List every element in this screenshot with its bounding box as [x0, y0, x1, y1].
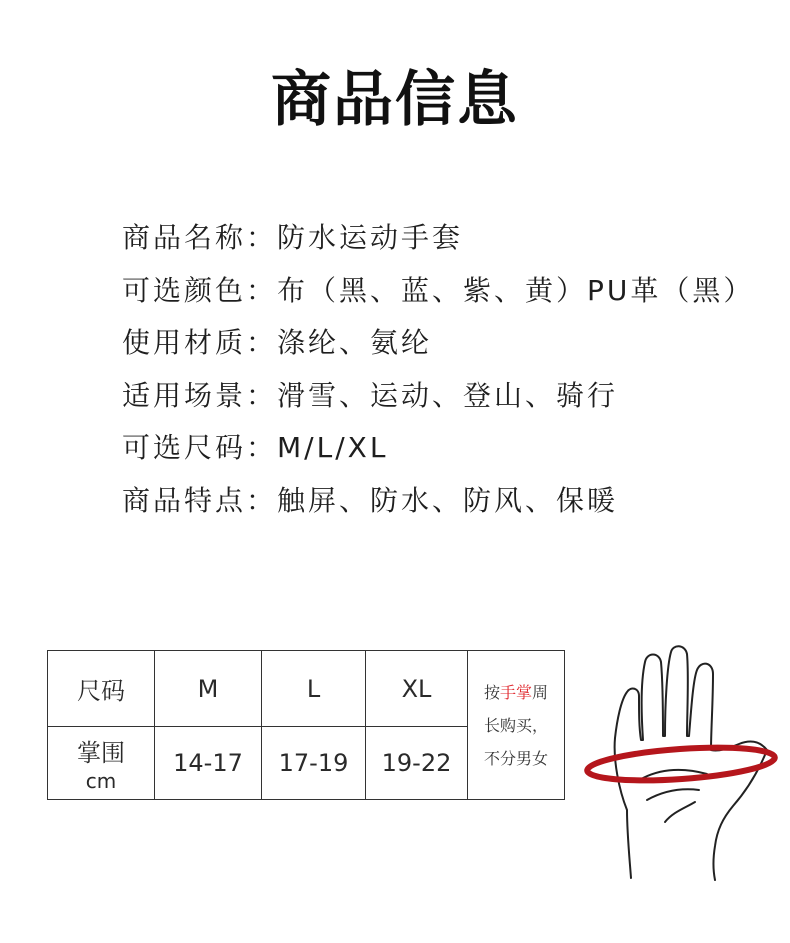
info-value: 触屏、防水、防风、保暖 — [277, 483, 619, 517]
note-prefix: 按 — [483, 682, 500, 702]
info-value: 防水运动手套 — [277, 221, 464, 254]
info-label: 适用场景： — [122, 378, 278, 412]
info-label: 商品特点： — [122, 483, 278, 517]
palm-m-value: 14-17 — [155, 727, 262, 800]
info-label: 可选颜色： — [122, 273, 278, 307]
size-l-header: L — [262, 651, 366, 727]
palm-label-cell — [48, 727, 155, 800]
size-chart-table — [47, 650, 565, 800]
info-row-sizes — [122, 422, 754, 475]
size-xl-header: XL — [366, 651, 468, 727]
note-suffix: 周 — [532, 682, 549, 702]
info-label: 使用材质： — [122, 326, 278, 359]
info-row-name — [122, 212, 754, 265]
palm-crease-2 — [647, 789, 699, 800]
size-m-header: M — [155, 651, 262, 727]
note-line2: 长购买， — [483, 715, 548, 735]
sizing-note — [468, 651, 565, 800]
note-line3: 不分男女 — [483, 748, 548, 768]
info-value: M/L/XL — [277, 431, 389, 464]
size-header-row — [48, 651, 565, 727]
hand-measure-illustration — [583, 640, 783, 885]
info-row-colors — [122, 265, 754, 318]
info-value: 涤纶、氨纶 — [277, 326, 433, 359]
palm-label: 掌围 — [77, 739, 125, 767]
product-info-list — [122, 212, 754, 527]
palm-xl-value: 19-22 — [366, 727, 468, 800]
note-highlight: 手掌 — [499, 682, 532, 702]
palm-l-value: 17-19 — [262, 727, 366, 800]
info-row-features — [122, 475, 754, 528]
info-label: 商品名称： — [122, 221, 278, 254]
info-row-scenarios — [122, 370, 754, 423]
hand-outline — [615, 646, 767, 880]
page-title: 商品信息 — [271, 65, 519, 135]
info-label: 可选尺码： — [122, 431, 278, 464]
palm-unit: cm — [85, 769, 117, 793]
info-value: 滑雪、运动、登山、骑行 — [277, 378, 619, 412]
palm-crease-3 — [665, 802, 695, 822]
size-header-label: 尺码 — [48, 651, 155, 727]
info-value: 布（黑、蓝、紫、黄）PU革（黑） — [277, 273, 755, 307]
info-row-material — [122, 317, 754, 370]
